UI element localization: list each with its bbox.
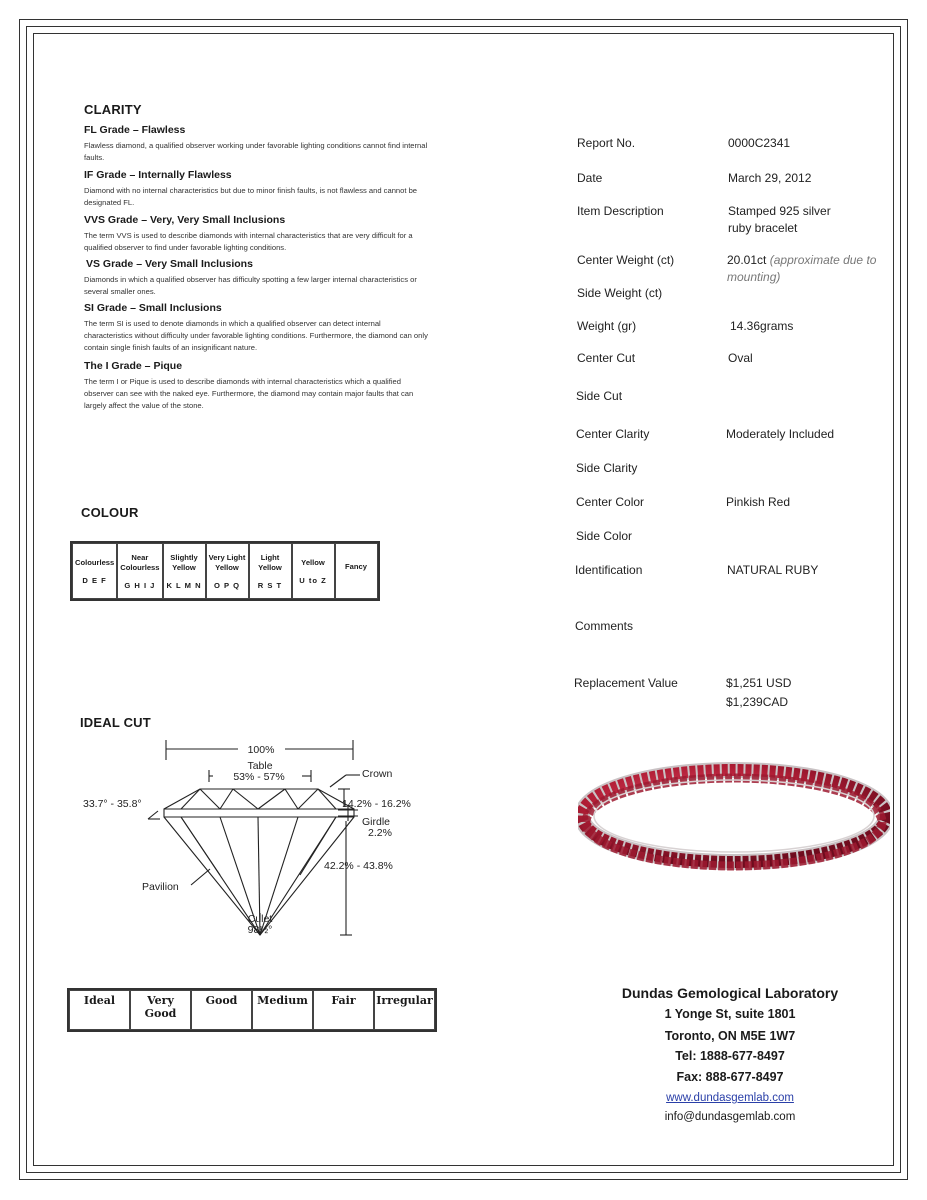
field-label: Identification bbox=[575, 563, 643, 577]
field-label: Side Clarity bbox=[576, 461, 638, 475]
report-number-value: 0000C2341 bbox=[728, 136, 791, 150]
grade-i-heading: The I Grade – Pique bbox=[84, 360, 183, 372]
girdle-pct-label: 2.2% bbox=[368, 827, 392, 839]
grade-si-heading: SI Grade – Small Inclusions bbox=[84, 302, 222, 314]
field-label: Center Weight (ct) bbox=[577, 253, 675, 267]
grade-if-heading: IF Grade – Internally Flawless bbox=[84, 169, 232, 181]
pavilion-label: Pavilion bbox=[142, 881, 179, 893]
field-label: Center Cut bbox=[577, 351, 636, 365]
center-clarity-value: Moderately Included bbox=[726, 427, 835, 441]
lab-tel: Tel: 1888-677-8497 bbox=[675, 1049, 785, 1063]
culet-pct-label: 98½° bbox=[247, 924, 273, 936]
field-label: Side Weight (ct) bbox=[577, 286, 663, 300]
replacement-cad-value: $1,239CAD bbox=[726, 695, 789, 709]
grade-if-desc: Diamond with no internal characteristics but due to minor finish faults, is not flawless and cannot be designated FL. bbox=[84, 186, 418, 207]
grade-fl-desc: Flawless diamond, a qualified observer working under favorable lighting conditions cannot find internal faults. bbox=[84, 141, 428, 162]
colour-cell: Fancy bbox=[335, 543, 378, 599]
cut-grade-cell: Very Good bbox=[130, 990, 191, 1030]
colour-scale bbox=[70, 541, 380, 601]
culet-label: Culet bbox=[247, 913, 273, 925]
replacement-usd-value: $1,251 USD bbox=[726, 676, 792, 690]
colour-cell: Colourless D E F bbox=[72, 543, 117, 599]
field-label: Report No. bbox=[577, 136, 636, 150]
field-label: Date bbox=[577, 171, 603, 185]
cut-grade-cell: Medium bbox=[252, 990, 313, 1030]
field-label: Replacement Value bbox=[574, 676, 678, 690]
weight-gr-value: 14.36grams bbox=[730, 319, 794, 333]
cut-grade-cell: Irregular bbox=[374, 990, 435, 1030]
field-label: Center Color bbox=[576, 495, 645, 509]
lab-address-line1: 1 Yonge St, suite 1801 bbox=[664, 1007, 796, 1021]
field-label: Side Color bbox=[576, 529, 633, 543]
cut-scale-table bbox=[67, 988, 437, 1032]
clarity-title: CLARITY bbox=[84, 102, 142, 117]
grade-si-desc: The term SI is used to denote diamonds in which a qualified observer can detect internal characteristics without difficulty under favorable lighting conditions. Furthermore, the diamond can only contain single finish faults of an insignificant nature. bbox=[84, 319, 428, 352]
center-cut-value: Oval bbox=[728, 351, 753, 365]
colour-table bbox=[70, 541, 380, 601]
grade-vvs-desc: The term VVS is used to describe diamonds with internal characteristics that are very difficult for a qualified observer to find under favorable lighting conditions. bbox=[84, 231, 413, 252]
cut-grade-cell: Ideal bbox=[69, 990, 130, 1030]
pavilion-depth-label: 42.2% - 43.8% bbox=[324, 860, 393, 872]
cut-scale bbox=[67, 988, 437, 1032]
lab-name: Dundas Gemological Laboratory bbox=[621, 985, 839, 1001]
center-weight-value: 20.01ct (approximate due to mounting) bbox=[727, 253, 877, 284]
grade-vs-desc: Diamonds in which a qualified observer has difficulty spotting a few larger internal characteristics or several smaller ones. bbox=[84, 275, 417, 296]
field-label: Side Cut bbox=[576, 389, 623, 403]
cut-grade-cell: Fair bbox=[313, 990, 374, 1030]
lab-fax: Fax: 888-677-8497 bbox=[676, 1070, 784, 1084]
crown-height-label: 14.2% - 16.2% bbox=[342, 798, 411, 810]
cut-grade-cell: Good bbox=[191, 990, 252, 1030]
grade-i-desc: The term I or Pique is used to describe diamonds with internal characteristics which a qualified observer can see with the naked eye. Furthermore, the diamond may contain major faults that can largely affect the value of the stone. bbox=[84, 377, 414, 410]
crown-angle-label: 33.7° - 35.8° bbox=[83, 798, 142, 810]
table-label: Table bbox=[247, 760, 273, 772]
width-label: 100% bbox=[247, 744, 275, 756]
center-color-value: Pinkish Red bbox=[726, 495, 791, 509]
grade-fl-heading: FL Grade – Flawless bbox=[84, 124, 186, 136]
colour-cell: Very Light Yellow O P Q bbox=[206, 543, 249, 599]
ideal-cut-diagram bbox=[78, 735, 438, 940]
ruby-bracelet-photo bbox=[578, 752, 890, 882]
colour-cell: Light Yellow R S T bbox=[249, 543, 292, 599]
colour-cell: Near Colourless G H I J bbox=[117, 543, 162, 599]
identification-value: NATURAL RUBY bbox=[727, 563, 819, 577]
field-label: Weight (gr) bbox=[577, 319, 637, 333]
crown-label: Crown bbox=[362, 768, 393, 780]
field-label: Item Description bbox=[577, 204, 664, 218]
lab-email[interactable]: info@dundasgemlab.com bbox=[664, 1111, 796, 1123]
lab-address-line2: Toronto, ON M5E 1W7 bbox=[664, 1029, 796, 1043]
date-value: March 29, 2012 bbox=[728, 171, 812, 185]
bracelet-inner-edge bbox=[594, 780, 874, 852]
item-description-value: Stamped 925 silver ruby bracelet bbox=[728, 204, 831, 235]
table-range-label: 53% - 57% bbox=[233, 771, 285, 783]
field-label: Center Clarity bbox=[576, 427, 650, 441]
center-weight-note: (approximate due to mounting) bbox=[727, 253, 877, 284]
colour-cell: Yellow U to Z bbox=[292, 543, 335, 599]
grade-vs-heading: VS Grade – Very Small Inclusions bbox=[86, 258, 253, 270]
grade-vvs-heading: VVS Grade – Very, Very Small Inclusions bbox=[84, 214, 286, 226]
ideal-cut-title: IDEAL CUT bbox=[80, 715, 151, 730]
colour-cell: Slightly Yellow K L M N bbox=[163, 543, 206, 599]
lab-website-link[interactable]: www.dundasgemlab.com bbox=[666, 1092, 794, 1104]
field-label: Comments bbox=[575, 619, 634, 633]
colour-title: COLOUR bbox=[81, 505, 139, 520]
girdle-label: Girdle bbox=[362, 816, 391, 828]
